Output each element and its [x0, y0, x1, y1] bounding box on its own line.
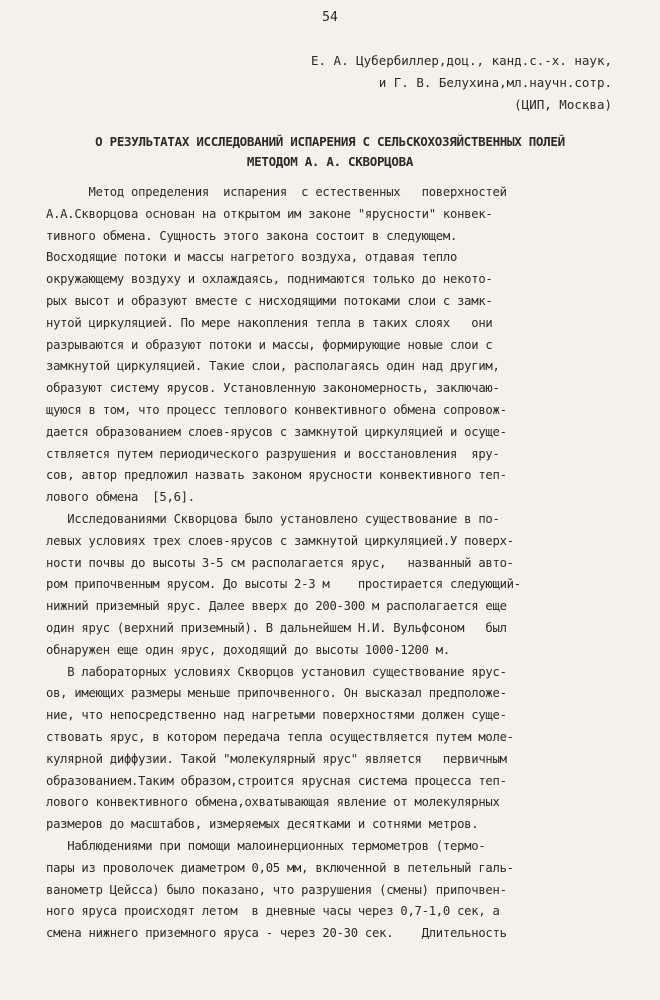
body-text-line: разрываются и образуют потоки и массы, формирующие новые слои с: [46, 337, 493, 352]
title-line: О РЕЗУЛЬТАТАХ ИССЛЕДОВАНИЙ ИСПАРЕНИЯ С СЕЛЬСКОХОЗЯЙСТВЕННЫХ ПОЛЕЙ: [95, 134, 565, 149]
body-text-line: смена нижнего приземного яруса - через 20-30 сек. Длительность: [46, 926, 507, 941]
author-block: [311, 50, 612, 116]
body-text-line: сов, автор предложил назвать законом ярусности конвективного теп-: [46, 468, 507, 483]
body-text-line: ности почвы до высоты 3-5 см располагается ярус, названный авто-: [46, 555, 514, 570]
body-text-line: размеров до масштабов, измеряемых десятками и сотнями метров.: [46, 817, 479, 832]
body-text-line: замкнутой циркуляцией. Такие слои, располагаясь один над другим,: [46, 359, 500, 374]
body-text-line: нижний приземный ярус. Далее вверх до 200-300 м располагается еще: [46, 599, 507, 614]
body-text-line: тивного обмена. Сущность этого закона состоит в следующем.: [46, 228, 458, 243]
body-text-line: В лабораторных условиях Скворцов установил существование ярус-: [46, 664, 507, 679]
body-text-line: один ярус (верхний приземный). В дальнейшем Н.И. Вульфсоном был: [46, 620, 507, 635]
body-text-line: рых высот и образуют вместе с нисходящими потоками слои с замк-: [46, 293, 493, 308]
body-text-line: ром припочвенным ярусом. До высоты 2-3 м простирается следующий-: [46, 577, 521, 592]
body-text-line: Метод определения испарения с естественных поверхностей: [46, 185, 507, 199]
body-text-line: щуюся в том, что процесс теплового конвективного обмена сопровож-: [46, 402, 507, 417]
article-title: [30, 132, 630, 172]
body-text-line: лового обмена [5,6].: [46, 490, 195, 505]
body-text-line: ного яруса происходят летом в дневные часы через 0,7-1,0 сек, а: [46, 904, 500, 919]
page-number: 54: [322, 10, 338, 25]
body-text-line: ствовать ярус, в котором передача тепла осуществляется путем моле-: [46, 729, 514, 744]
body-text-line: ние, что непосредственно над нагретыми поверхностями должен суще-: [46, 708, 507, 723]
author-line: и Г. В. Белухина,мл.научн.сотр.: [378, 75, 612, 90]
body-text-line: нутой циркуляцией. По мере накопления тепла в таких слоях они: [46, 315, 493, 330]
body-text-line: обнаружен еще один ярус, доходящий до высоты 1000-1200 м.: [46, 642, 450, 657]
body-text-line: А.А.Скворцова основан на открытом им законе "ярусности" конвек-: [46, 206, 493, 221]
body-text-line: образуют систему ярусов. Установленную закономерность, заключаю-: [46, 381, 500, 396]
title-line: МЕТОДОМ А. А. СКВОРЦОВА: [246, 154, 414, 169]
body-text-line: пары из проволочек диаметром 0,05 мм, включенной в петельный галь-: [46, 860, 514, 875]
article-body: [46, 182, 626, 945]
body-text-line: кулярной диффузии. Такой "молекулярный ярус" является первичным: [46, 751, 507, 766]
body-text-line: дается образованием слоев-ярусов с замкнутой циркуляцией и осуще-: [46, 424, 507, 439]
body-text-line: окружающему воздуху и охлаждаясь, поднимаются только до некото-: [46, 272, 493, 287]
body-text-line: Восходящие потоки и массы нагретого воздуха, отдавая тепло: [46, 250, 458, 265]
body-text-line: лового конвективного обмена,охватывающая явление от молекулярных: [46, 795, 500, 810]
author-line: Е. А. Цубербиллер,доц., канд.с.-х. наук,: [310, 53, 612, 68]
body-text-line: левых условиях трех слоев-ярусов с замкнутой циркуляцией.У поверх-: [46, 533, 514, 548]
author-affiliation: (ЦИП, Москва): [514, 97, 612, 112]
body-text-line: образованием.Таким образом,строится ярусная система процесса теп-: [46, 773, 507, 788]
body-text-line: ствляется путем периодического разрушения и восстановления яру-: [46, 446, 500, 461]
body-text-line: ов, имеющих размеры меньше припочвенного. Он высказал предположе-: [46, 686, 507, 701]
body-text-line: Исследованиями Скворцова было установлено существование в по-: [46, 511, 500, 526]
body-text-line: Наблюдениями при помощи малоинерционных термометров (термо-: [46, 838, 486, 853]
body-text-line: ванометр Цейсса) было показано, что разрушения (смены) припочвен-: [46, 882, 507, 897]
